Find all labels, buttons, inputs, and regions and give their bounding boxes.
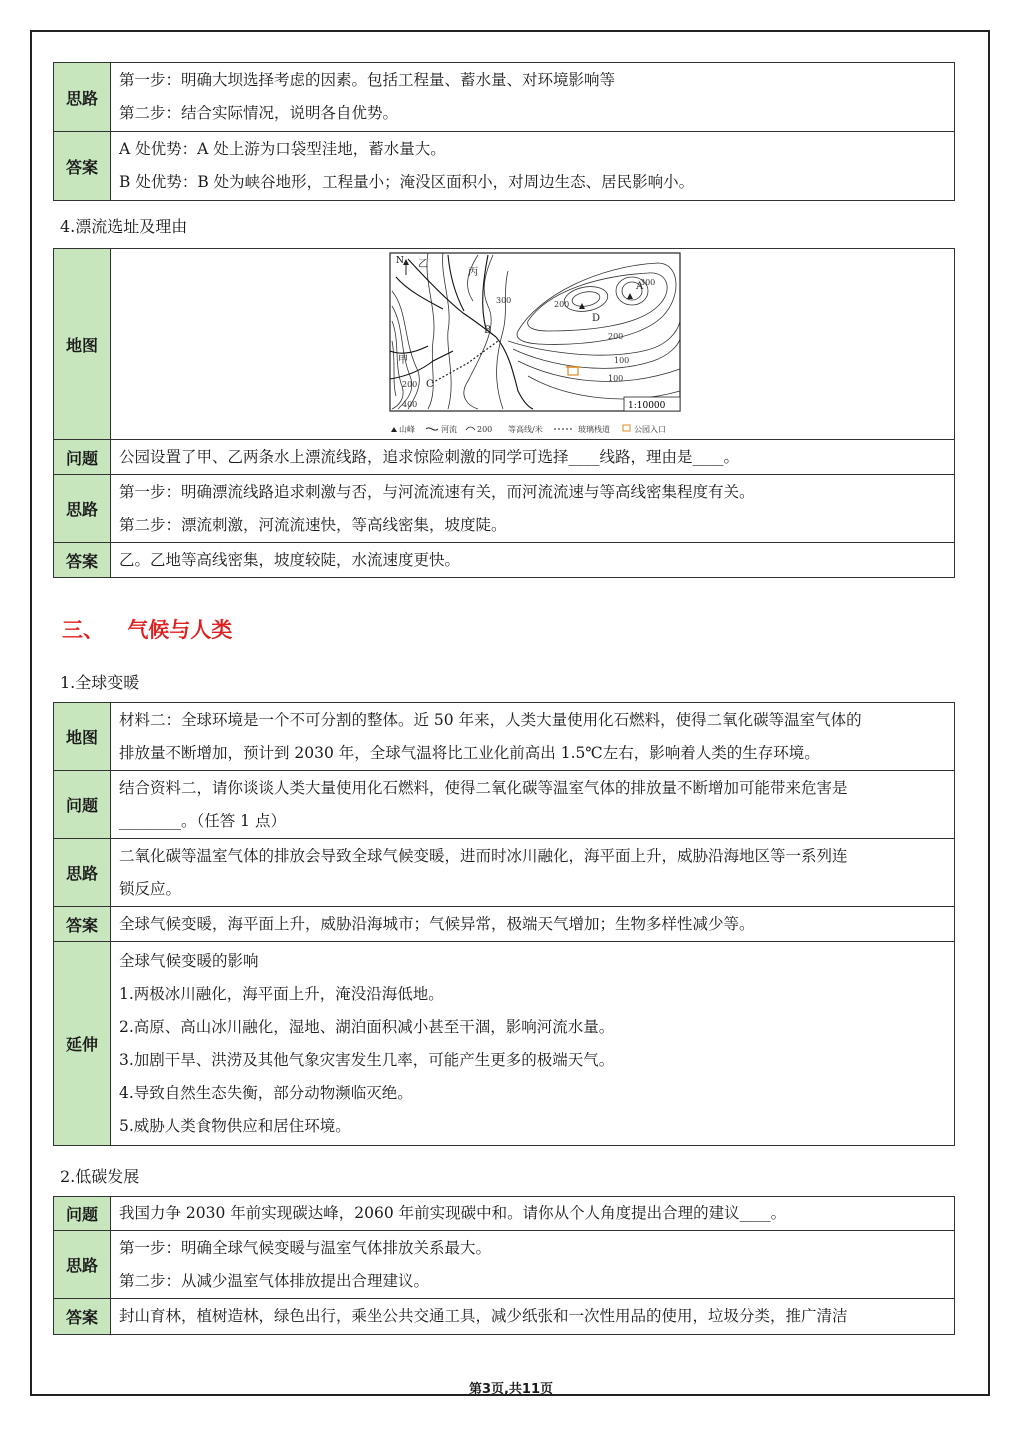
extension-label: 延伸: [54, 942, 111, 1146]
silu-content: [111, 63, 955, 132]
silu-content: [111, 839, 955, 907]
map-cell: [111, 249, 955, 440]
silu-label: 思路: [54, 475, 111, 543]
map-label-a: A: [635, 281, 643, 292]
scale-text: 1:10000: [627, 401, 665, 411]
text-line: 乙。乙地等高线密集，坡度较陡，水流速度更快。: [119, 550, 461, 569]
warming-table: [53, 702, 955, 1146]
answer-content: [111, 132, 955, 201]
contour-label: 400: [401, 400, 417, 409]
text-line: 2.高原、高山冰川融化，湿地、湖泊面积减小甚至干涸，影响河流水量。: [119, 1017, 615, 1036]
extension-content: [111, 942, 955, 1146]
answer-label: 答案: [54, 1299, 111, 1335]
question-content: [111, 1197, 955, 1231]
question-label: 问题: [54, 771, 111, 839]
legend-river-icon: [426, 428, 438, 430]
text-line: 锁反应。: [119, 879, 182, 898]
page-number: 第3页,共11页: [468, 1382, 554, 1397]
north-label: N: [395, 256, 404, 266]
text-line: 封山育林，植树造林，绿色出行，乘坐公共交通工具，减少纸张和一次性用品的使用，垃圾分类，推广清洁: [119, 1307, 848, 1325]
answer-label: 答案: [54, 132, 111, 201]
contour-label: 300: [639, 278, 655, 287]
text-line: 第一步：明确全球气候变暖与温室气体排放关系最大。: [119, 1238, 492, 1257]
text-line: 二氧化碳等温室气体的排放会导致全球气候变暖，进而时冰川融化，海平面上升，威胁沿海地区等一系列连: [119, 846, 848, 865]
text-line: 3.加剧干旱、洪涝及其他气象灾害发生几率，可能产生更多的极端天气。: [119, 1050, 615, 1069]
question-label: 问题: [54, 440, 111, 475]
silu-label: 思路: [54, 839, 111, 907]
silu-content: [111, 475, 955, 543]
heading-global-warming: 1.全球变暖: [60, 673, 140, 692]
legend-entrance-label: 公园入口: [633, 425, 666, 434]
silu-content: [111, 1231, 955, 1299]
legend-contour-value: 200: [476, 425, 492, 434]
map-legend: [391, 424, 666, 434]
contour-label: 200: [607, 332, 623, 341]
legend-contour-label: 等高线/米: [507, 425, 543, 434]
answer-label: 答案: [54, 907, 111, 942]
text-line: 4.导致自然生态失衡，部分动物濒临灭绝。: [119, 1083, 413, 1102]
question-content: [111, 440, 955, 475]
low-carbon-table: [53, 1196, 955, 1335]
text-line: 我国力争 2030 年前实现碳达峰，2060 年前实现碳中和。请你从个人角度提出合理的建议____。: [119, 1204, 787, 1222]
answer-label: 答案: [54, 543, 111, 578]
legend-river-label: 河流: [440, 425, 457, 434]
text-line: B 处优势：B 处为峡谷地形，工程量小；淹没区面积小，对周边生态、居民影响小。: [119, 173, 695, 191]
legend-contour-icon: [466, 427, 475, 430]
text-line: 排放量不断增加，预计到 2030 年，全球气温将比工业化前高出 1.5℃左右，影响着人类的生存环境。: [119, 743, 820, 762]
silu-label: 思路: [54, 63, 111, 132]
text-line: 结合资料二，请你谈谈人类大量使用化石燃料，使得二氧化碳等温室气体的排放量不断增加可能带来危害是: [119, 778, 848, 797]
question-content: [111, 771, 955, 839]
text-line: 公园设置了甲、乙两条水上漂流线路，追求惊险刺激的同学可选择____线路，理由是____。: [119, 447, 740, 466]
section-title: [62, 614, 232, 644]
question-label: 问题: [54, 1197, 111, 1231]
map-label: 地图: [54, 249, 111, 440]
map-label-d: D: [591, 313, 600, 324]
text-line: 第一步：明确漂流线路追求刺激与否，与河流流速有关，而河流流速与等高线密集程度有关。: [119, 482, 755, 501]
contour-label: 100: [607, 374, 623, 383]
text-line: 全球气候变暖，海平面上升，威胁沿海城市；气候异常，极端天气增加；生物多样性减少等。: [119, 914, 755, 933]
contour-label: 200: [553, 300, 569, 309]
dam-table: [53, 62, 955, 201]
text-line: 第一步：明确大坝选择考虑的因素。包括工程量、蓄水量、对环境影响等: [119, 71, 616, 89]
text-line: 第二步：漂流刺激，河流流速快，等高线密集，坡度陡。: [119, 515, 507, 534]
rafting-table: [53, 248, 955, 578]
contour-label: 100: [613, 356, 629, 365]
section-title-text: 气候与人类: [127, 618, 233, 642]
answer-content: [111, 543, 955, 578]
text-line: 5.威胁人类食物供应和居住环境。: [119, 1116, 351, 1135]
contour-label: 200: [401, 380, 417, 389]
legend-walkway-label: 玻璃栈道: [577, 425, 610, 434]
answer-content: [111, 1299, 955, 1335]
text-line: 1.两极冰川融化，海平面上升，淹没沿海低地。: [119, 984, 444, 1003]
material-content: [111, 703, 955, 771]
map-label-jia: 甲: [397, 355, 408, 366]
text-line: ________。（任答 1 点）: [119, 811, 286, 830]
map-label: 地图: [54, 703, 111, 771]
text-line: 材料二：全球环境是一个不可分割的整体。近 50 年来，人类大量使用化石燃料，使得二氧化碳等温室气体的: [119, 710, 862, 729]
map-label-c: C: [425, 379, 434, 390]
map-label-b: B: [483, 325, 491, 336]
silu-label: 思路: [54, 1231, 111, 1299]
map-label-bing: 丙: [467, 267, 478, 278]
heading-low-carbon: 2.低碳发展: [60, 1167, 140, 1186]
text-line: 全球气候变暖的影响: [119, 951, 259, 970]
text-line: 第二步：结合实际情况，说明各自优势。: [119, 104, 399, 122]
answer-content: [111, 907, 955, 942]
text-line: 第二步：从减少温室气体排放提出合理建议。: [119, 1271, 430, 1290]
heading-rafting: 4.漂流选址及理由: [60, 217, 188, 236]
map-label-yi: 乙: [417, 259, 428, 270]
legend-entrance-icon: [623, 425, 630, 431]
contour-map: [368, 251, 698, 437]
text-line: A 处优势：A 处上游为口袋型洼地，蓄水量大。: [119, 140, 446, 158]
contour-label: 300: [495, 296, 511, 305]
legend-peak-icon: [391, 427, 397, 432]
legend-peak-label: 山峰: [398, 425, 415, 434]
section-number: 三、: [62, 618, 104, 642]
